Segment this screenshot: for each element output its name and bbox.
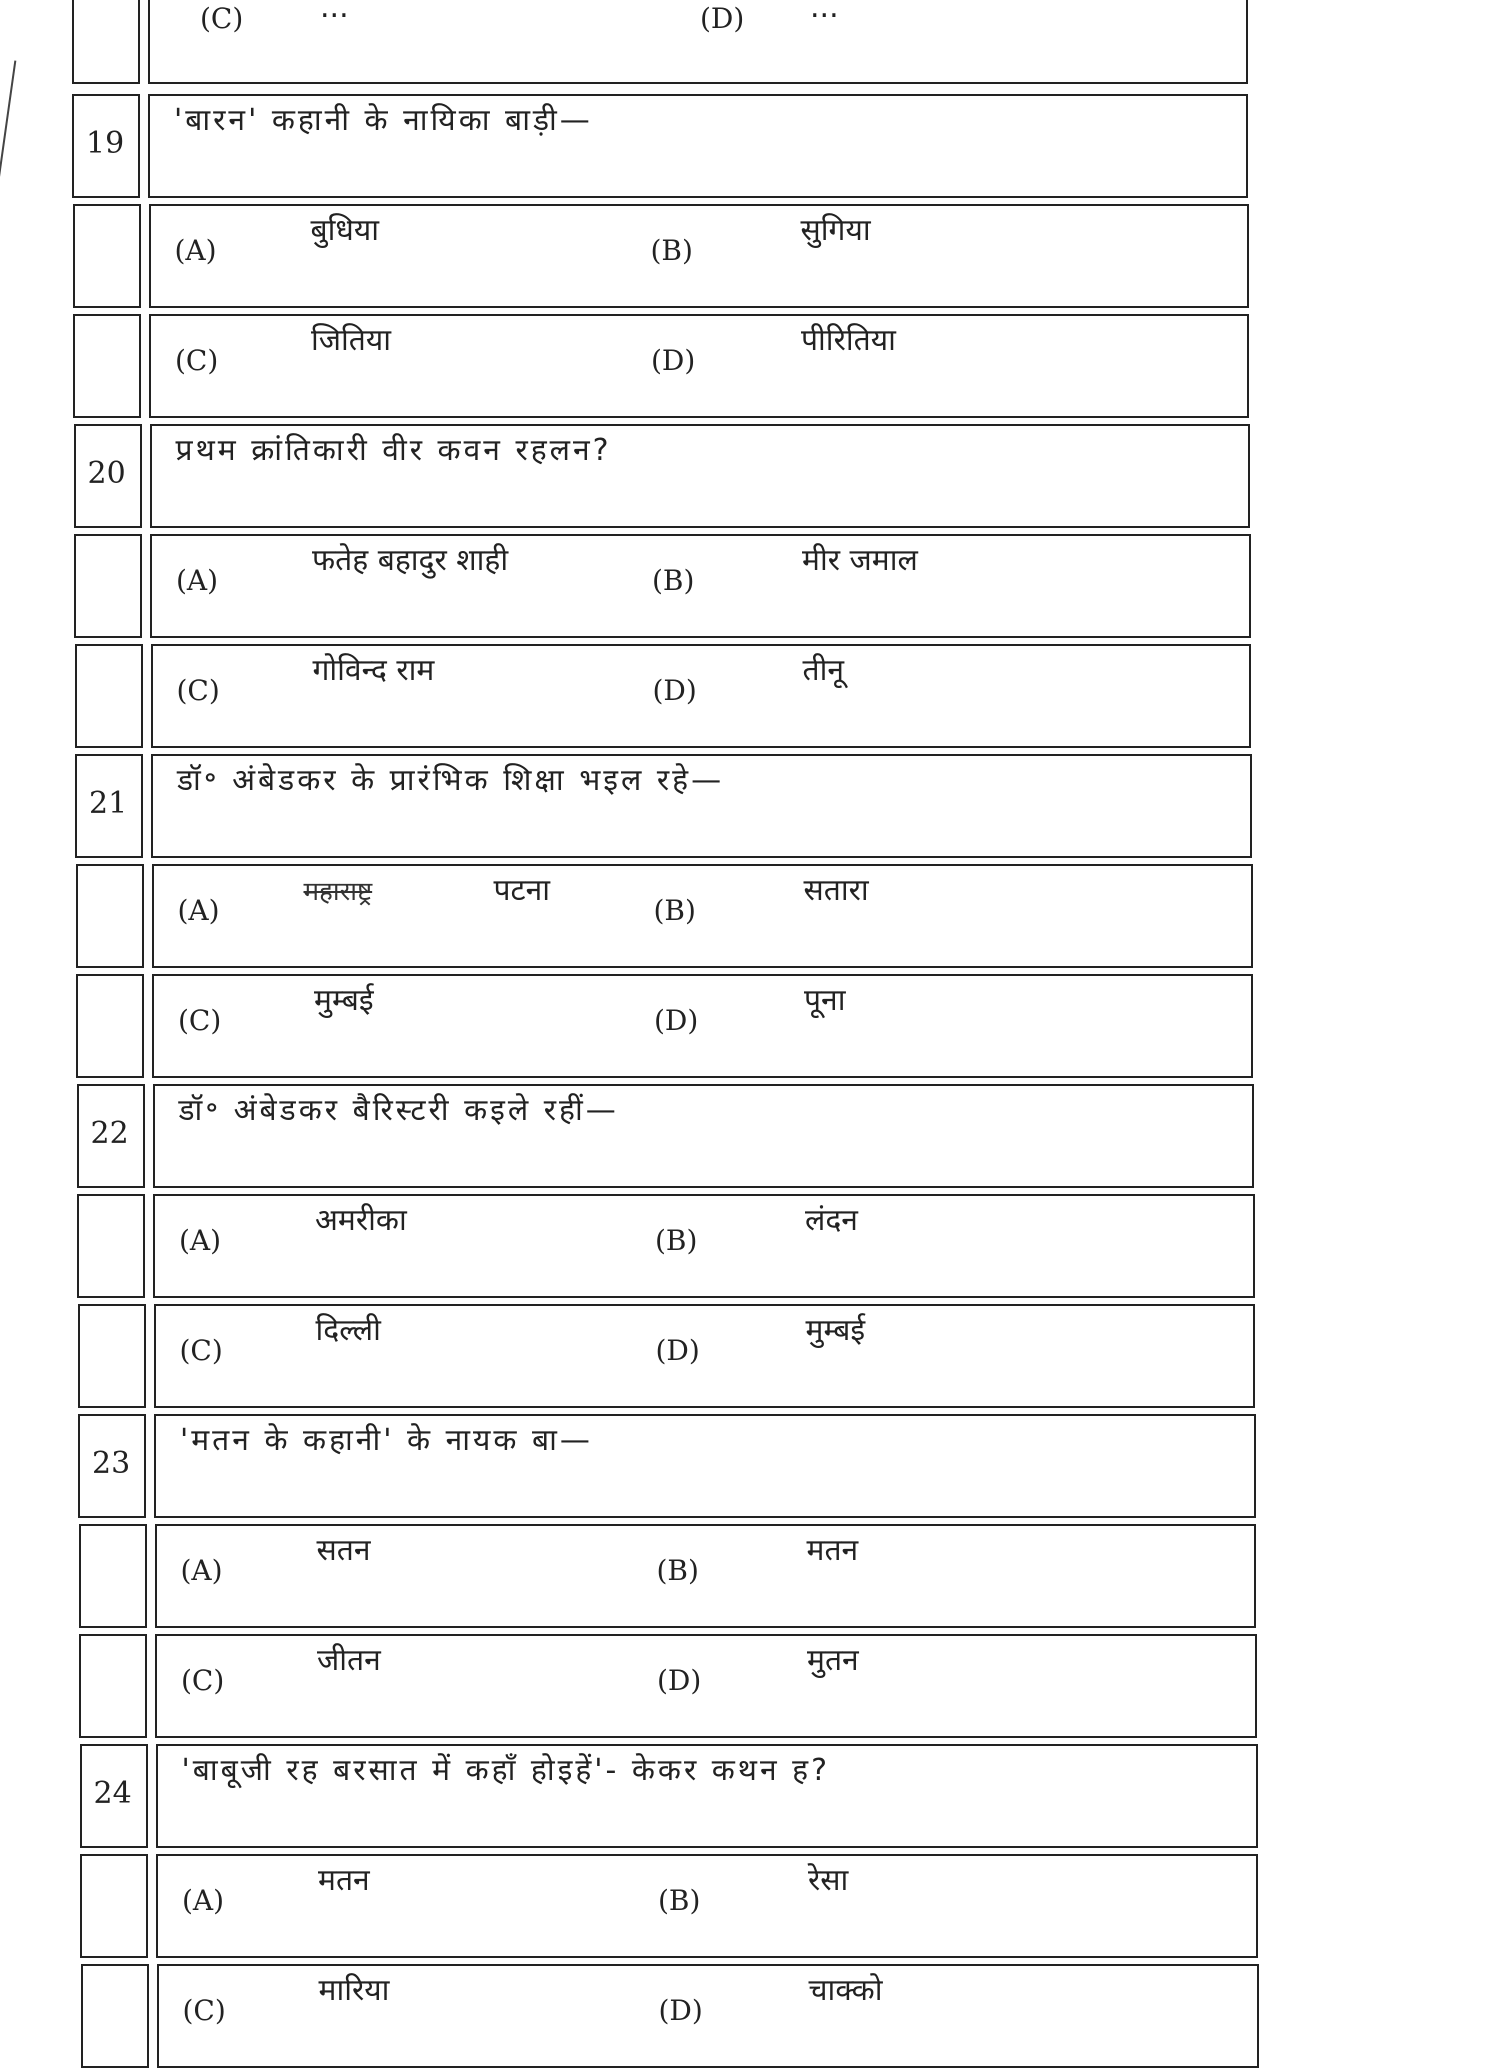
question-number: 20 [87,456,126,491]
option-label: (B) [653,894,696,927]
option-text: लंदन [805,1203,858,1238]
option-cell [152,974,1253,1078]
option-text: गोविन्द राम [312,653,435,688]
option-cell [155,1524,1257,1628]
options-row [76,864,1253,968]
number-cell [75,754,143,858]
option-cell [150,534,1251,638]
option-text: मतन [318,1863,370,1898]
number-cell [74,534,142,638]
options-row [76,974,1253,1078]
number-cell [80,1854,148,1958]
question-row [80,1744,1258,1848]
option-label: (D) [655,1334,700,1367]
option-text: सतारा [803,873,869,908]
option-text: सुगिया [800,213,871,248]
options-row [78,1304,1256,1408]
option-text: चाक्को [808,1973,883,2008]
option-cell [156,1854,1258,1958]
option-label: (A) [176,564,219,597]
question-text: 'बाबूजी रह बरसात में कहाँ होइहें'- केकर कथन ह? [181,1753,831,1788]
option-text: मुतन [807,1643,859,1678]
margin-line [0,60,16,179]
option-text: फतेह बहादुर शाही [312,543,509,578]
options-row [77,1194,1255,1298]
option-text: ... [320,0,349,25]
question-cell [148,94,1248,198]
option-label: (A) [180,1554,223,1587]
number-cell [77,1194,145,1298]
answer-row-top [72,0,1248,84]
option-label: (D) [700,2,745,35]
question-text: डॉ॰ अंबेडकर बैरिस्टरी कइले रहीं— [178,1093,619,1128]
number-cell [80,1744,148,1848]
options-row [81,1964,1260,2068]
options-row [75,644,1252,748]
option-label: (D) [657,1664,702,1697]
question-row [72,94,1248,198]
option-label: (D) [654,1004,699,1037]
option-text: पटना [493,873,551,908]
option-text: पीरितिया [801,323,896,358]
option-label: (D) [651,344,696,377]
question-row [75,754,1252,858]
question-number: 23 [92,1446,131,1481]
number-cell [75,644,143,748]
option-text: मतन [806,1533,859,1568]
option-text: ... [810,0,839,25]
options-row [74,534,1251,638]
option-cell [153,1194,1255,1298]
option-cell [152,864,1253,968]
option-text: रेसा [808,1863,849,1898]
question-number: 21 [89,786,128,821]
option-label: (C) [181,1664,225,1697]
options-row [80,1854,1258,1958]
option-label: (C) [182,1994,226,2027]
option-text: जितिया [311,323,392,358]
option-label: (B) [652,564,695,597]
number-cell [73,204,141,308]
option-cell [154,1304,1256,1408]
option-text: सतन [316,1533,371,1568]
question-text: प्रथम क्रांतिकारी वीर कवन रहलन? [175,433,612,468]
number-cell [76,864,144,968]
option-label: (A) [182,1884,225,1917]
option-label: (B) [655,1224,698,1257]
option-label: (C) [179,1334,223,1367]
number-cell [76,974,144,1078]
number-cell [73,314,141,418]
question-row [77,1084,1254,1188]
number-cell [81,1964,149,2068]
option-cell [151,644,1252,748]
number-cell [77,1084,145,1188]
question-row [78,1414,1256,1518]
question-row [74,424,1250,528]
option-label: (A) [179,1224,222,1257]
options-row [73,204,1249,308]
question-number: 22 [90,1116,129,1151]
option-label: (B) [650,234,693,267]
number-cell [79,1634,147,1738]
option-label: (A) [174,234,217,267]
question-cell [153,1084,1254,1188]
option-text: दिल्ली [315,1313,381,1348]
question-text: 'बारन' कहानी के नायिका बाड़ी— [174,103,593,138]
option-label: (C) [175,344,219,377]
option-label: (C) [178,1004,222,1037]
option-label: (D) [658,1994,703,2027]
question-cell [151,754,1252,858]
option-label: (B) [656,1554,699,1587]
option-cell [155,1634,1257,1738]
option-text: बुधिया [310,213,380,248]
option-cell [149,314,1249,418]
number-cell [79,1524,147,1628]
option-cell [148,0,1248,84]
question-cell [154,1414,1256,1518]
option-label: (A) [177,894,220,927]
option-label: (B) [658,1884,701,1917]
options-row [79,1634,1257,1738]
question-number: 24 [93,1776,132,1811]
number-cell [78,1414,146,1518]
option-text: अमरीका [315,1203,407,1238]
option-label: (C) [176,674,220,707]
options-row [79,1524,1257,1628]
option-text: मीर जमाल [802,543,918,578]
option-cell [149,204,1249,308]
option-text: पूना [804,983,846,1018]
number-cell [72,94,140,198]
number-cell [78,1304,146,1408]
option-text: तीनू [802,653,845,688]
options-row [73,314,1249,418]
option-label: (C) [200,2,244,35]
number-cell [74,424,142,528]
option-text: जीतन [317,1643,381,1678]
question-cell [156,1744,1258,1848]
option-text: मुम्बई [805,1313,866,1348]
struck-text: महाराष्ट्र [303,877,373,907]
option-label: (D) [652,674,697,707]
question-number: 19 [86,126,125,161]
question-cell [150,424,1250,528]
question-text: डॉ॰ अंबेडकर के प्रारंभिक शिक्षा भइल रहे— [177,763,725,798]
option-text: मुम्बई [314,983,374,1018]
number-cell [72,0,140,84]
option-cell [157,1964,1260,2068]
option-text: मारिया [318,1973,390,2008]
question-text: 'मतन के कहानी' के नायक बा— [180,1423,593,1458]
